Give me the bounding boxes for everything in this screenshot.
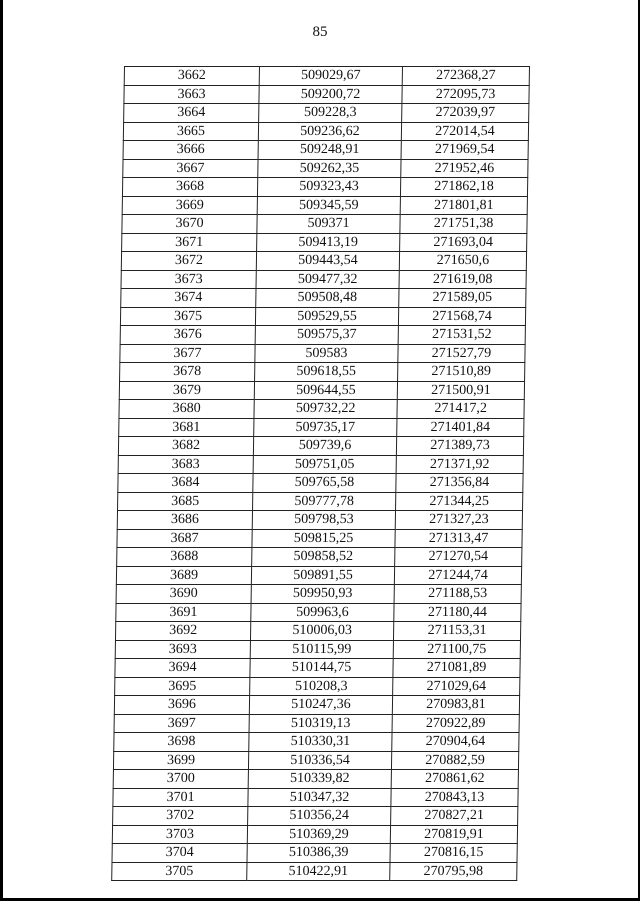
point-number-cell: 3686	[117, 511, 252, 530]
point-number-cell: 3701	[113, 788, 248, 807]
point-number-cell: 3678	[120, 363, 255, 382]
point-number-cell: 3669	[122, 196, 257, 215]
point-number-cell: 3662	[124, 67, 259, 86]
x-coordinate-cell: 509618,55	[255, 363, 398, 382]
y-coordinate-cell: 270983,81	[392, 696, 519, 715]
table-row	[116, 585, 521, 604]
table-row	[122, 215, 527, 234]
y-coordinate-cell: 270827,21	[391, 807, 518, 826]
x-coordinate-cell: 510369,29	[247, 825, 390, 844]
point-number-cell: 3666	[123, 141, 258, 160]
table-row	[115, 677, 520, 696]
y-coordinate-cell: 271356,84	[396, 474, 523, 493]
y-coordinate-cell: 271589,05	[399, 289, 526, 308]
x-coordinate-cell: 509443,54	[256, 252, 399, 271]
point-number-cell: 3698	[114, 733, 249, 752]
x-coordinate-cell: 510144,75	[250, 659, 393, 678]
table-row	[114, 696, 519, 715]
table-row	[120, 307, 525, 326]
y-coordinate-cell: 271801,81	[400, 196, 527, 215]
y-coordinate-cell: 271371,92	[396, 455, 523, 474]
x-coordinate-cell: 510319,13	[249, 714, 392, 733]
table-row	[119, 400, 524, 419]
y-coordinate-cell: 271244,74	[394, 566, 521, 585]
point-number-cell: 3677	[120, 344, 255, 363]
y-coordinate-cell: 271693,04	[400, 233, 527, 252]
x-coordinate-cell: 509644,55	[254, 381, 397, 400]
y-coordinate-cell: 270795,98	[390, 862, 517, 881]
y-coordinate-cell: 271180,44	[394, 603, 521, 622]
y-coordinate-cell: 271969,54	[401, 141, 528, 160]
point-number-cell: 3705	[112, 862, 247, 881]
table-row	[114, 714, 519, 733]
x-coordinate-cell: 509751,05	[253, 455, 396, 474]
x-coordinate-cell: 509508,48	[256, 289, 399, 308]
table-row	[124, 85, 529, 104]
y-coordinate-cell: 271510,89	[398, 363, 525, 382]
point-number-cell: 3687	[117, 529, 252, 548]
table-row	[114, 733, 519, 752]
table-row	[116, 566, 521, 585]
x-coordinate-cell: 509739,6	[253, 437, 396, 456]
y-coordinate-cell: 270843,13	[391, 788, 518, 807]
x-coordinate-cell: 509815,25	[252, 529, 395, 548]
table-row	[112, 825, 517, 844]
x-coordinate-cell: 510115,99	[250, 640, 393, 659]
x-coordinate-cell: 509575,37	[255, 326, 398, 345]
coordinates-table	[111, 66, 530, 881]
table-row	[121, 289, 526, 308]
table-row	[124, 104, 529, 123]
y-coordinate-cell: 271401,84	[397, 418, 524, 437]
x-coordinate-cell: 509735,17	[254, 418, 397, 437]
point-number-cell: 3692	[115, 622, 250, 641]
x-coordinate-cell: 509963,6	[251, 603, 394, 622]
x-coordinate-cell: 509236,62	[258, 122, 401, 141]
point-number-cell: 3668	[122, 178, 257, 197]
point-number-cell: 3689	[116, 566, 251, 585]
point-number-cell: 3700	[113, 770, 248, 789]
y-coordinate-cell: 271153,31	[393, 622, 520, 641]
y-coordinate-cell: 270816,15	[390, 844, 517, 863]
table-row	[113, 770, 518, 789]
table-row	[113, 807, 518, 826]
y-coordinate-cell: 271952,46	[401, 159, 528, 178]
y-coordinate-cell: 271568,74	[398, 307, 525, 326]
table-row	[118, 492, 523, 511]
y-coordinate-cell: 271862,18	[400, 178, 527, 197]
point-number-cell: 3673	[121, 270, 256, 289]
y-coordinate-cell: 270861,62	[391, 770, 518, 789]
table-row	[112, 862, 517, 881]
x-coordinate-cell: 510347,32	[248, 788, 391, 807]
y-coordinate-cell: 271029,64	[393, 677, 520, 696]
x-coordinate-cell: 509477,32	[256, 270, 399, 289]
x-coordinate-cell: 509765,58	[253, 474, 396, 493]
point-number-cell: 3704	[112, 844, 247, 863]
y-coordinate-cell: 271100,75	[393, 640, 520, 659]
x-coordinate-cell: 509029,67	[259, 67, 402, 86]
y-coordinate-cell: 271417,2	[397, 400, 524, 419]
point-number-cell: 3670	[122, 215, 257, 234]
point-number-cell: 3682	[118, 437, 253, 456]
x-coordinate-cell: 509950,93	[251, 585, 394, 604]
table-row	[113, 788, 518, 807]
y-coordinate-cell: 271313,47	[395, 529, 522, 548]
table-row	[121, 270, 526, 289]
point-number-cell: 3703	[112, 825, 247, 844]
x-coordinate-cell: 509371	[257, 215, 400, 234]
y-coordinate-cell: 272039,97	[402, 104, 529, 123]
point-number-cell: 3694	[115, 659, 250, 678]
point-number-cell: 3663	[124, 85, 259, 104]
y-coordinate-cell: 271500,91	[397, 381, 524, 400]
x-coordinate-cell: 510356,24	[248, 807, 391, 826]
x-coordinate-cell: 509262,35	[258, 159, 401, 178]
x-coordinate-cell: 510006,03	[250, 622, 393, 641]
point-number-cell: 3683	[118, 455, 253, 474]
y-coordinate-cell: 270904,64	[392, 733, 519, 752]
table-row	[119, 381, 524, 400]
x-coordinate-cell: 509248,91	[258, 141, 401, 160]
x-coordinate-cell: 510208,3	[250, 677, 393, 696]
y-coordinate-cell: 271531,52	[398, 326, 525, 345]
x-coordinate-cell: 510336,54	[248, 751, 391, 770]
point-number-cell: 3671	[122, 233, 257, 252]
table-row	[123, 122, 528, 141]
y-coordinate-cell: 270819,91	[390, 825, 517, 844]
table-row	[122, 233, 527, 252]
table-row	[113, 751, 518, 770]
x-coordinate-cell: 509323,43	[257, 178, 400, 197]
y-coordinate-cell: 271188,53	[394, 585, 521, 604]
point-number-cell: 3699	[113, 751, 248, 770]
y-coordinate-cell: 272368,27	[402, 67, 529, 86]
point-number-cell: 3688	[117, 548, 252, 567]
table-row	[120, 326, 525, 345]
point-number-cell: 3676	[120, 326, 255, 345]
table-row	[115, 640, 520, 659]
table-row	[120, 363, 525, 382]
point-number-cell: 3684	[118, 474, 253, 493]
x-coordinate-cell: 509413,19	[257, 233, 400, 252]
point-number-cell: 3697	[114, 714, 249, 733]
point-number-cell: 3667	[123, 159, 258, 178]
x-coordinate-cell: 509891,55	[251, 566, 394, 585]
point-number-cell: 3674	[121, 289, 256, 308]
y-coordinate-cell: 272014,54	[401, 122, 528, 141]
x-coordinate-cell: 510339,82	[248, 770, 391, 789]
table-row	[118, 474, 523, 493]
point-number-cell: 3679	[119, 381, 254, 400]
table-row	[117, 529, 522, 548]
y-coordinate-cell: 271650,6	[399, 252, 526, 271]
x-coordinate-cell: 510422,91	[247, 862, 390, 881]
table-row	[123, 159, 528, 178]
y-coordinate-cell: 271344,25	[396, 492, 523, 511]
y-coordinate-cell: 271527,79	[398, 344, 525, 363]
coordinates-table-body	[112, 67, 530, 881]
table-row	[122, 196, 527, 215]
point-number-cell: 3702	[113, 807, 248, 826]
x-coordinate-cell: 509200,72	[259, 85, 402, 104]
x-coordinate-cell: 510386,39	[247, 844, 390, 863]
y-coordinate-cell: 270922,89	[392, 714, 519, 733]
y-coordinate-cell: 271270,54	[395, 548, 522, 567]
x-coordinate-cell: 509228,3	[259, 104, 402, 123]
x-coordinate-cell: 509583	[255, 344, 398, 363]
y-coordinate-cell: 271081,89	[393, 659, 520, 678]
table-row	[116, 603, 521, 622]
point-number-cell: 3681	[119, 418, 254, 437]
point-number-cell: 3672	[121, 252, 256, 271]
y-coordinate-cell: 270882,59	[391, 751, 518, 770]
x-coordinate-cell: 510247,36	[249, 696, 392, 715]
table-row	[119, 418, 524, 437]
y-coordinate-cell: 271751,38	[400, 215, 527, 234]
point-number-cell: 3675	[120, 307, 255, 326]
table-row	[118, 455, 523, 474]
point-number-cell: 3685	[118, 492, 253, 511]
table-row	[121, 252, 526, 271]
page-number: 85	[312, 24, 328, 40]
point-number-cell: 3691	[116, 603, 251, 622]
table-row	[123, 141, 528, 160]
y-coordinate-cell: 271327,23	[395, 511, 522, 530]
x-coordinate-cell: 509798,53	[252, 511, 395, 530]
point-number-cell: 3665	[123, 122, 258, 141]
table-row	[117, 548, 522, 567]
point-number-cell: 3690	[116, 585, 251, 604]
table-row	[115, 659, 520, 678]
y-coordinate-cell: 271389,73	[396, 437, 523, 456]
point-number-cell: 3696	[114, 696, 249, 715]
table-row	[115, 622, 520, 641]
table-row	[112, 844, 517, 863]
x-coordinate-cell: 509345,59	[257, 196, 400, 215]
x-coordinate-cell: 509529,55	[255, 307, 398, 326]
x-coordinate-cell: 509858,52	[252, 548, 395, 567]
x-coordinate-cell: 509732,22	[254, 400, 397, 419]
x-coordinate-cell: 510330,31	[249, 733, 392, 752]
table-row	[120, 344, 525, 363]
point-number-cell: 3680	[119, 400, 254, 419]
point-number-cell: 3693	[115, 640, 250, 659]
table-row	[122, 178, 527, 197]
scan-edge-left	[0, 0, 3, 901]
table-row	[124, 67, 529, 86]
x-coordinate-cell: 509777,78	[253, 492, 396, 511]
table-row	[118, 437, 523, 456]
table-row	[117, 511, 522, 530]
point-number-cell: 3664	[124, 104, 259, 123]
y-coordinate-cell: 272095,73	[402, 85, 529, 104]
y-coordinate-cell: 271619,08	[399, 270, 526, 289]
point-number-cell: 3695	[115, 677, 250, 696]
